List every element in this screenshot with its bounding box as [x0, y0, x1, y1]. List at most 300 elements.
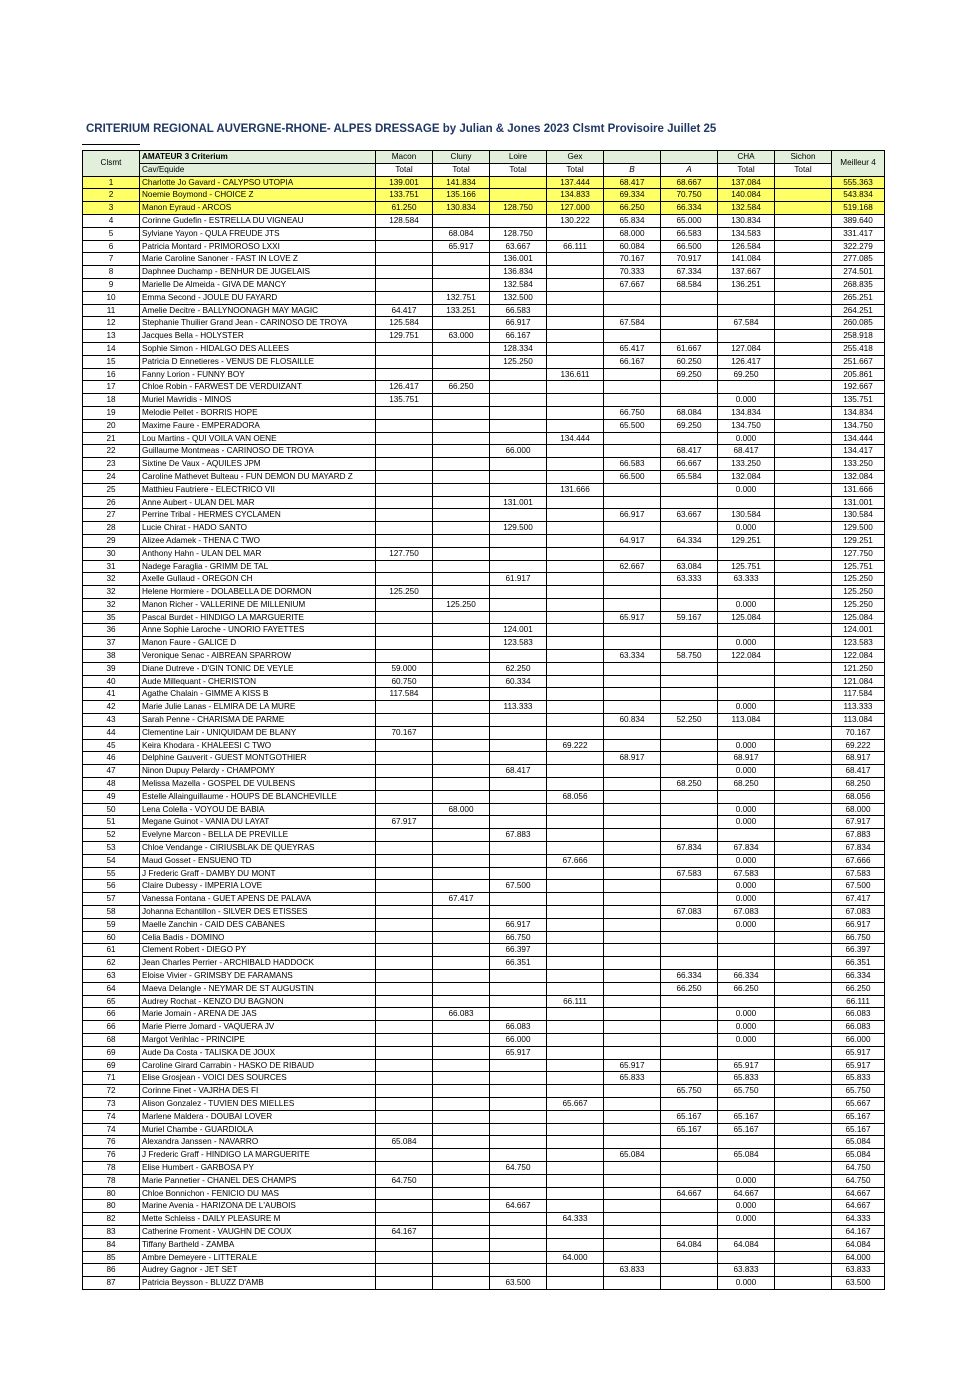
table-row	[83, 1033, 885, 1046]
rank-cell: 71	[83, 1072, 140, 1085]
score-cell	[547, 816, 604, 829]
score-cell	[376, 573, 433, 586]
score-cell	[433, 1149, 490, 1162]
best-total-cell: 543.834	[832, 189, 885, 202]
score-cell	[775, 355, 832, 368]
table-row	[83, 624, 885, 637]
rider-horse-cell: Marie Pierre Jomard - VAQUERA JV	[140, 1021, 376, 1034]
table-row	[83, 253, 885, 266]
score-cell	[775, 931, 832, 944]
score-cell	[661, 854, 718, 867]
score-cell	[661, 1174, 718, 1187]
score-cell	[433, 1200, 490, 1213]
best-total-cell: 268.835	[832, 278, 885, 291]
score-cell	[376, 790, 433, 803]
score-cell: 66.500	[661, 240, 718, 253]
rank-cell: 59	[83, 918, 140, 931]
best-total-cell: 66.111	[832, 995, 885, 1008]
score-cell: 66.083	[490, 1021, 547, 1034]
score-cell: 68.417	[604, 176, 661, 189]
score-cell: 65.584	[661, 470, 718, 483]
rank-cell: 82	[83, 1213, 140, 1226]
best-total-cell: 117.584	[832, 688, 885, 701]
best-total-cell: 65.833	[832, 1072, 885, 1085]
rank-cell: 45	[83, 739, 140, 752]
best-total-cell: 65.167	[832, 1110, 885, 1123]
rank-cell: 23	[83, 458, 140, 471]
score-cell	[433, 317, 490, 330]
rank-cell: 6	[83, 240, 140, 253]
score-cell: 66.111	[547, 995, 604, 1008]
score-cell: 62.250	[490, 662, 547, 675]
table-row	[83, 816, 885, 829]
score-cell	[775, 445, 832, 458]
score-cell: 65.167	[718, 1110, 775, 1123]
table-row	[83, 752, 885, 765]
score-cell: 66.397	[490, 944, 547, 957]
score-cell	[433, 650, 490, 663]
score-cell	[604, 765, 661, 778]
score-cell: 67.667	[604, 278, 661, 291]
score-cell: 65.417	[604, 342, 661, 355]
score-cell	[661, 1225, 718, 1238]
score-cell: 67.583	[718, 867, 775, 880]
table-row	[83, 714, 885, 727]
score-cell	[775, 560, 832, 573]
best-total-cell: 65.084	[832, 1136, 885, 1149]
rank-cell: 1	[83, 176, 140, 189]
score-cell	[775, 842, 832, 855]
score-cell	[661, 483, 718, 496]
event-header-gex: Gex	[547, 151, 604, 164]
score-cell	[376, 778, 433, 791]
score-cell	[433, 765, 490, 778]
score-cell	[547, 586, 604, 599]
score-cell	[604, 880, 661, 893]
rank-cell: 19	[83, 406, 140, 419]
score-cell: 129.500	[490, 522, 547, 535]
score-cell: 67.083	[718, 906, 775, 919]
best-total-cell: 125.250	[832, 573, 885, 586]
rider-horse-cell: J Frederic Graff - HINDIGO LA MARGUERITE	[140, 1149, 376, 1162]
score-cell: 69.250	[661, 368, 718, 381]
rank-cell: 20	[83, 419, 140, 432]
rider-horse-cell: Manon Eyraud - ARCOS	[140, 202, 376, 215]
score-cell	[604, 1277, 661, 1290]
table-row	[83, 1213, 885, 1226]
best-total-cell: 129.251	[832, 534, 885, 547]
score-cell	[490, 778, 547, 791]
best-total-cell: 66.000	[832, 1033, 885, 1046]
score-cell: 70.333	[604, 266, 661, 279]
score-cell	[775, 534, 832, 547]
score-cell: 66.250	[718, 982, 775, 995]
score-cell	[661, 1008, 718, 1021]
rank-cell: 56	[83, 880, 140, 893]
rank-cell: 83	[83, 1225, 140, 1238]
table-row	[83, 586, 885, 599]
score-cell	[604, 1097, 661, 1110]
score-cell	[661, 918, 718, 931]
rider-horse-cell: Margot Verihlac - PRINCIPE	[140, 1033, 376, 1046]
score-cell	[604, 726, 661, 739]
score-cell: 130.584	[718, 509, 775, 522]
score-cell	[661, 816, 718, 829]
score-cell	[661, 739, 718, 752]
rank-cell: 27	[83, 509, 140, 522]
score-cell	[376, 1110, 433, 1123]
table-row	[83, 726, 885, 739]
best-total-cell: 265.251	[832, 291, 885, 304]
score-cell: 126.417	[376, 381, 433, 394]
score-cell	[490, 509, 547, 522]
rank-cell: 38	[83, 650, 140, 663]
score-cell: 141.834	[433, 176, 490, 189]
rank-cell: 32	[83, 598, 140, 611]
score-cell	[661, 1149, 718, 1162]
score-cell	[604, 842, 661, 855]
score-cell: 0.000	[718, 432, 775, 445]
best-total-cell: 65.667	[832, 1097, 885, 1110]
rank-cell: 80	[83, 1187, 140, 1200]
sub-header-sichon: Total	[775, 163, 832, 176]
rider-horse-cell: Lena Colella - VOYOU DE BABIA	[140, 803, 376, 816]
score-cell: 65.834	[604, 214, 661, 227]
score-cell	[604, 1213, 661, 1226]
score-cell	[661, 381, 718, 394]
sub-header-cluny: Total	[433, 163, 490, 176]
score-cell	[775, 778, 832, 791]
clsmt-header: Clsmt	[83, 151, 140, 177]
score-cell	[604, 854, 661, 867]
score-cell	[376, 522, 433, 535]
score-cell: 65.084	[376, 1136, 433, 1149]
score-cell: 128.584	[376, 214, 433, 227]
score-cell	[604, 701, 661, 714]
score-cell	[433, 432, 490, 445]
table-row	[83, 675, 885, 688]
best-total-cell: 63.500	[832, 1277, 885, 1290]
score-cell: 132.084	[718, 470, 775, 483]
score-cell	[376, 291, 433, 304]
rank-cell: 49	[83, 790, 140, 803]
score-cell	[490, 688, 547, 701]
rider-horse-cell: Maelle Zanchin - CAID DES CABANES	[140, 918, 376, 931]
event-header-cluny: Cluny	[433, 151, 490, 164]
event-header-cha: CHA	[718, 151, 775, 164]
score-cell	[775, 1072, 832, 1085]
rank-cell: 2	[83, 189, 140, 202]
score-cell	[604, 483, 661, 496]
best-header: Meilleur 4	[832, 151, 885, 177]
table-row	[83, 432, 885, 445]
score-cell	[433, 918, 490, 931]
score-cell	[661, 522, 718, 535]
score-cell	[433, 419, 490, 432]
score-cell	[376, 342, 433, 355]
score-cell	[604, 1187, 661, 1200]
score-cell	[604, 1021, 661, 1034]
score-cell: 132.584	[718, 202, 775, 215]
best-total-cell: 63.833	[832, 1264, 885, 1277]
score-cell	[433, 842, 490, 855]
table-row	[83, 406, 885, 419]
table-row	[83, 470, 885, 483]
score-cell	[376, 829, 433, 842]
table-row	[83, 880, 885, 893]
score-cell: 69.250	[661, 419, 718, 432]
score-cell	[604, 1123, 661, 1136]
score-cell	[547, 611, 604, 624]
score-cell	[433, 637, 490, 650]
rider-horse-cell: Amelie Decitre - BALLYNOONAGH MAY MAGIC	[140, 304, 376, 317]
score-cell: 0.000	[718, 893, 775, 906]
rider-horse-cell: Chloe Robin - FARWEST DE VERDUIZANT	[140, 381, 376, 394]
score-cell	[376, 982, 433, 995]
best-total-cell: 64.167	[832, 1225, 885, 1238]
score-cell	[433, 278, 490, 291]
score-cell: 0.000	[718, 854, 775, 867]
score-cell	[547, 470, 604, 483]
sub-header-gex: Total	[547, 163, 604, 176]
table-row	[83, 970, 885, 983]
score-cell: 66.000	[490, 445, 547, 458]
score-cell: 125.084	[718, 611, 775, 624]
event-header-loire: Loire	[490, 151, 547, 164]
table-row	[83, 1008, 885, 1021]
score-cell	[433, 995, 490, 1008]
score-cell	[433, 458, 490, 471]
rank-cell: 21	[83, 432, 140, 445]
best-total-cell: 68.056	[832, 790, 885, 803]
score-cell: 66.000	[490, 1033, 547, 1046]
score-cell	[433, 1264, 490, 1277]
rider-horse-cell: Celia Badis - DOMINO	[140, 931, 376, 944]
score-cell	[490, 1110, 547, 1123]
best-total-cell: 121.250	[832, 662, 885, 675]
score-cell	[490, 867, 547, 880]
score-cell	[775, 867, 832, 880]
score-cell	[718, 790, 775, 803]
score-cell	[547, 944, 604, 957]
rank-cell: 62	[83, 957, 140, 970]
best-total-cell: 65.917	[832, 1059, 885, 1072]
best-total-cell: 555.363	[832, 176, 885, 189]
rider-horse-cell: Caroline Mathevet Bulteau - FUN DEMON DU MAYARD Z	[140, 470, 376, 483]
score-cell	[547, 957, 604, 970]
rider-horse-cell: Eloise Vivier - GRIMSBY DE FARAMANS	[140, 970, 376, 983]
rank-cell: 51	[83, 816, 140, 829]
score-cell	[376, 624, 433, 637]
best-total-cell: 70.167	[832, 726, 885, 739]
table-row	[83, 1238, 885, 1251]
rank-cell: 43	[83, 714, 140, 727]
score-cell	[775, 944, 832, 957]
score-cell	[661, 637, 718, 650]
score-cell	[718, 957, 775, 970]
score-cell	[547, 803, 604, 816]
score-cell	[661, 688, 718, 701]
score-cell	[490, 547, 547, 560]
score-cell	[547, 278, 604, 291]
score-cell	[490, 189, 547, 202]
score-cell	[376, 240, 433, 253]
score-cell	[775, 253, 832, 266]
rank-cell: 26	[83, 496, 140, 509]
score-cell	[604, 522, 661, 535]
rank-cell: 4	[83, 214, 140, 227]
score-cell	[718, 330, 775, 343]
table-row	[83, 368, 885, 381]
score-cell	[433, 573, 490, 586]
rank-cell: 32	[83, 586, 140, 599]
score-cell	[547, 726, 604, 739]
rank-cell: 24	[83, 470, 140, 483]
score-cell	[775, 586, 832, 599]
score-cell	[490, 1059, 547, 1072]
score-cell	[604, 803, 661, 816]
score-cell	[433, 624, 490, 637]
score-cell	[490, 1213, 547, 1226]
score-cell: 134.750	[718, 419, 775, 432]
table-row	[83, 317, 885, 330]
score-cell	[433, 1251, 490, 1264]
rider-horse-cell: Sophie Simon - HIDALGO DES ALLEES	[140, 342, 376, 355]
table-row	[83, 1123, 885, 1136]
score-cell	[547, 522, 604, 535]
rank-cell: 25	[83, 483, 140, 496]
table-row	[83, 291, 885, 304]
score-cell	[604, 445, 661, 458]
best-total-cell: 251.667	[832, 355, 885, 368]
score-cell: 68.917	[718, 752, 775, 765]
score-cell	[661, 304, 718, 317]
score-cell	[661, 1072, 718, 1085]
rider-horse-cell: Axelle Gullaud - OREGON CH	[140, 573, 376, 586]
table-row	[83, 1187, 885, 1200]
score-cell	[604, 637, 661, 650]
score-cell	[433, 688, 490, 701]
score-cell	[718, 944, 775, 957]
score-cell	[490, 1072, 547, 1085]
score-cell	[490, 1187, 547, 1200]
table-row	[83, 931, 885, 944]
score-cell: 66.583	[604, 458, 661, 471]
score-cell	[775, 1161, 832, 1174]
score-cell	[604, 291, 661, 304]
table-row	[83, 662, 885, 675]
score-cell	[490, 650, 547, 663]
score-cell	[547, 650, 604, 663]
rider-horse-cell: Diane Dutreve - D'GIN TONIC DE VEYLE	[140, 662, 376, 675]
score-cell: 65.500	[604, 419, 661, 432]
best-total-cell: 67.917	[832, 816, 885, 829]
rider-horse-cell: Anthony Hahn - ULAN DEL MAR	[140, 547, 376, 560]
score-cell	[490, 534, 547, 547]
score-cell	[433, 1161, 490, 1174]
score-cell: 125.584	[376, 317, 433, 330]
rider-horse-cell: Marie Pannetier - CHANEL DES CHAMPS	[140, 1174, 376, 1187]
score-cell	[775, 714, 832, 727]
score-cell	[433, 1085, 490, 1098]
score-cell	[661, 1046, 718, 1059]
score-cell	[547, 560, 604, 573]
table-row	[83, 381, 885, 394]
score-cell: 66.500	[604, 470, 661, 483]
score-cell	[604, 1174, 661, 1187]
score-cell: 0.000	[718, 1277, 775, 1290]
score-cell	[376, 995, 433, 1008]
best-total-cell: 255.418	[832, 342, 885, 355]
score-cell: 67.883	[490, 829, 547, 842]
score-cell	[376, 1085, 433, 1098]
score-cell	[376, 432, 433, 445]
score-cell: 66.917	[490, 918, 547, 931]
table-row	[83, 458, 885, 471]
score-cell: 125.250	[433, 598, 490, 611]
rank-cell: 9	[83, 278, 140, 291]
score-cell: 60.334	[490, 675, 547, 688]
table-row	[83, 534, 885, 547]
score-cell	[376, 445, 433, 458]
score-cell: 63.833	[604, 1264, 661, 1277]
best-total-cell: 135.751	[832, 394, 885, 407]
score-cell	[604, 432, 661, 445]
score-cell	[490, 906, 547, 919]
best-total-cell: 67.083	[832, 906, 885, 919]
best-total-cell: 125.250	[832, 598, 885, 611]
score-cell	[604, 1046, 661, 1059]
table-row	[83, 765, 885, 778]
score-cell	[775, 368, 832, 381]
score-cell: 137.084	[718, 176, 775, 189]
score-cell	[376, 701, 433, 714]
table-row	[83, 598, 885, 611]
score-cell	[433, 522, 490, 535]
rider-horse-cell: Corinne Gudefin - ESTRELLA DU VIGNEAU	[140, 214, 376, 227]
score-cell	[775, 496, 832, 509]
score-cell	[433, 1174, 490, 1187]
score-cell: 67.500	[490, 880, 547, 893]
score-cell	[661, 662, 718, 675]
score-cell	[547, 406, 604, 419]
score-cell: 64.667	[490, 1200, 547, 1213]
score-cell: 0.000	[718, 1200, 775, 1213]
best-total-cell: 66.083	[832, 1008, 885, 1021]
score-cell	[661, 790, 718, 803]
score-cell: 0.000	[718, 1174, 775, 1187]
table-row	[83, 176, 885, 189]
rider-horse-cell: Patricia Beysson - BLUZZ D'AMB	[140, 1277, 376, 1290]
score-cell	[490, 470, 547, 483]
rank-cell: 55	[83, 867, 140, 880]
rider-horse-cell: Alison Gonzalez - TUVIEN DES MIELLES	[140, 1097, 376, 1110]
rider-horse-cell: J Frederic Graff - DAMBY DU MONT	[140, 867, 376, 880]
rider-horse-cell: Daphnee Duchamp - BENHUR DE JUGELAIS	[140, 266, 376, 279]
rider-horse-cell: Audrey Rochat - KENZO DU BAGNON	[140, 995, 376, 1008]
score-cell	[433, 534, 490, 547]
score-cell	[376, 509, 433, 522]
score-cell: 122.084	[718, 650, 775, 663]
score-cell	[718, 1225, 775, 1238]
score-cell	[433, 483, 490, 496]
score-cell	[490, 1149, 547, 1162]
score-cell	[775, 381, 832, 394]
score-cell	[775, 189, 832, 202]
score-cell	[376, 637, 433, 650]
score-cell: 134.834	[718, 406, 775, 419]
score-cell: 64.667	[661, 1187, 718, 1200]
